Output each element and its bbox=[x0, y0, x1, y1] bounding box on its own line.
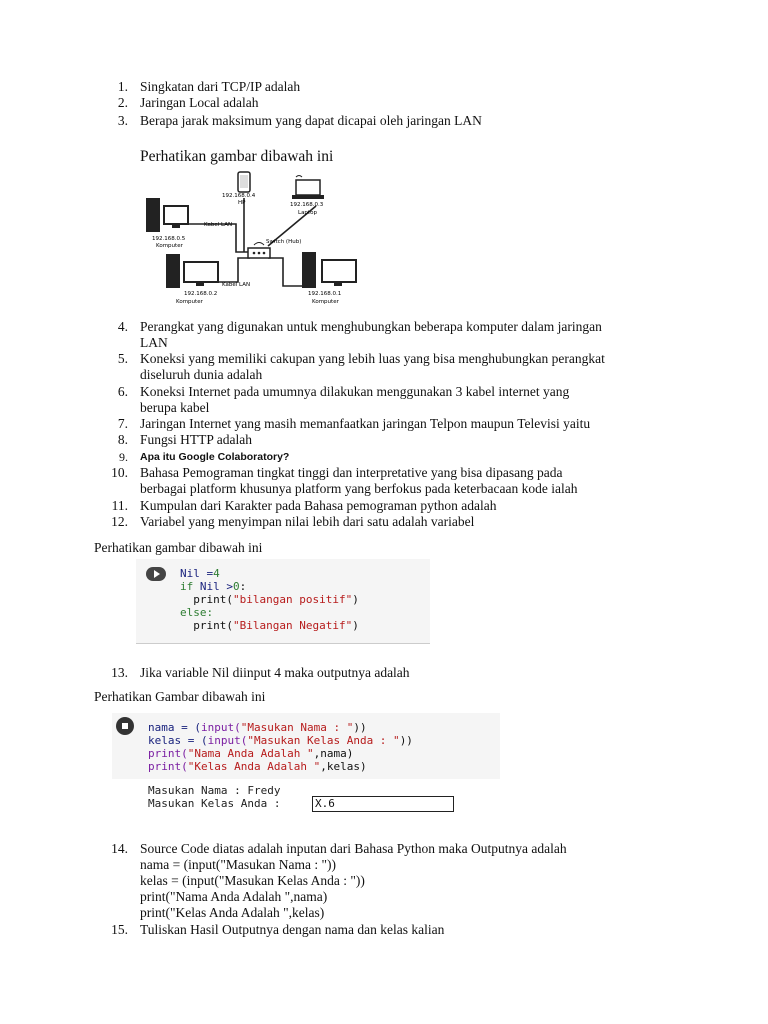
list-number: 7. bbox=[117, 416, 128, 431]
question-3: Berapa jarak maksimum yang dapat dicapai oleh jaringan LAN bbox=[140, 113, 482, 128]
run-cell-button[interactable] bbox=[146, 567, 166, 581]
laptop-icon bbox=[292, 176, 324, 200]
question-4: Perangkat yang digunakan untuk menghubungkan beberapa komputer dalam jaringan bbox=[140, 319, 602, 334]
cable-label: Kabel LAN bbox=[222, 282, 251, 288]
computer1-label: Komputer bbox=[156, 243, 183, 249]
question-12: Variabel yang menyimpan nilai lebih dari satu adalah variabel bbox=[140, 514, 475, 529]
code-line: print("Bilangan Negatif") bbox=[180, 619, 359, 632]
question-14-code: nama = (input("Masukan Nama : ")) bbox=[140, 857, 336, 872]
list-number: 3. bbox=[117, 113, 128, 128]
question-14-code: print("Nama Anda Adalah ",nama) bbox=[140, 889, 328, 904]
stop-icon bbox=[122, 723, 128, 729]
question-6: Koneksi Internet pada umumnya dilakukan menggunakan 3 kabel internet yang bbox=[140, 384, 570, 399]
question-11: Kumpulan dari Karakter pada Bahasa pemograman python adalah bbox=[140, 498, 497, 513]
computer-icon bbox=[146, 198, 188, 232]
question-6-cont: berupa kabel bbox=[140, 400, 210, 415]
question-14-code: kelas = (input("Masukan Kelas Anda : ")) bbox=[140, 873, 365, 888]
play-icon bbox=[154, 570, 160, 578]
computer-icon bbox=[302, 252, 356, 288]
question-10-cont: berbagai platform khusunya platform yang berfokus pada keterbacaan kode ialah bbox=[140, 481, 578, 496]
question-7: Jaringan Internet yang masih memanfaatkan jaringan Telpon maupun Televisi yaitu bbox=[140, 416, 591, 431]
question-2: Jaringan Local adalah bbox=[140, 95, 259, 110]
hp-label: HP bbox=[238, 200, 246, 206]
list-number: 6. bbox=[117, 384, 128, 399]
question-9: Apa itu Google Colaboratory? bbox=[140, 451, 290, 463]
list-number: 8. bbox=[117, 432, 128, 447]
computer3-ip: 192.168.0.1 bbox=[308, 291, 342, 297]
computer1-ip: 192.168.0.5 bbox=[152, 236, 186, 242]
hp-ip: 192.168.0.4 bbox=[222, 193, 256, 199]
cable-label: Kabel LAN bbox=[204, 222, 233, 228]
code-line: if Nil >0: bbox=[180, 580, 247, 593]
code-line: nama = (input("Masukan Nama : ")) bbox=[148, 721, 367, 734]
code-line: kelas = (input("Masukan Kelas Anda : ")) bbox=[148, 734, 413, 747]
code-line: print("Kelas Anda Adalah ",kelas) bbox=[148, 760, 367, 773]
console-output-line: Masukan Kelas Anda : bbox=[148, 797, 288, 810]
console-output-line: Masukan Nama : Fredy bbox=[148, 784, 281, 797]
code-line: else: bbox=[180, 606, 214, 619]
code-cell-1 bbox=[136, 559, 430, 644]
computer2-ip: 192.168.0.2 bbox=[184, 291, 218, 297]
question-14-code: print("Kelas Anda Adalah ",kelas) bbox=[140, 905, 325, 920]
switch-label: Switch (Hub) bbox=[266, 239, 302, 245]
question-8: Fungsi HTTP adalah bbox=[140, 432, 252, 447]
list-number: 15. bbox=[111, 922, 128, 937]
question-4-cont: LAN bbox=[140, 335, 168, 350]
laptop-ip: 192.168.0.3 bbox=[290, 202, 324, 208]
code-line: print("Nama Anda Adalah ",nama) bbox=[148, 747, 354, 760]
list-number: 11. bbox=[111, 498, 128, 513]
code-line: Nil =4 bbox=[180, 567, 220, 580]
list-number: 4. bbox=[117, 319, 128, 334]
list-number: 13. bbox=[111, 665, 128, 680]
list-number: 10. bbox=[111, 465, 128, 480]
code-line: print("bilangan positif") bbox=[180, 593, 359, 606]
question-5: Koneksi yang memiliki cakupan yang lebih luas yang bisa menghubungkan perangkat bbox=[140, 351, 605, 366]
list-number: 2. bbox=[117, 95, 128, 110]
run-cell-button[interactable] bbox=[116, 717, 134, 735]
section-heading: Perhatikan gambar dibawah ini bbox=[94, 540, 263, 555]
question-15: Tuliskan Hasil Outputnya dengan nama dan kelas kalian bbox=[140, 922, 445, 937]
console-input-value: X.6 bbox=[315, 797, 335, 810]
question-13: Jika variable Nil diinput 4 maka outputnya adalah bbox=[140, 665, 410, 680]
list-number: 14. bbox=[111, 841, 128, 856]
list-number: 1. bbox=[117, 79, 128, 94]
code-cell-2 bbox=[112, 713, 500, 779]
phone-icon bbox=[238, 172, 250, 192]
computer2-label: Komputer bbox=[176, 299, 203, 305]
list-number: 5. bbox=[117, 351, 128, 366]
section-heading: Perhatikan Gambar dibawah ini bbox=[94, 689, 266, 704]
console-input-field[interactable] bbox=[312, 796, 454, 812]
question-5-cont: diseluruh dunia adalah bbox=[140, 367, 263, 382]
computer3-label: Komputer bbox=[312, 299, 339, 305]
computer-icon bbox=[166, 254, 218, 288]
section-heading: Perhatikan gambar dibawah ini bbox=[140, 148, 334, 165]
list-number: 12. bbox=[111, 514, 128, 529]
question-10: Bahasa Pemograman tingkat tinggi dan interpretative yang bisa dipasang pada bbox=[140, 465, 563, 480]
network-diagram bbox=[138, 168, 366, 308]
list-number: 9. bbox=[119, 450, 128, 464]
question-14: Source Code diatas adalah inputan dari Bahasa Python maka Outputnya adalah bbox=[140, 841, 567, 856]
laptop-label: Laptop bbox=[298, 210, 317, 216]
question-1: Singkatan dari TCP/IP adalah bbox=[140, 79, 301, 94]
